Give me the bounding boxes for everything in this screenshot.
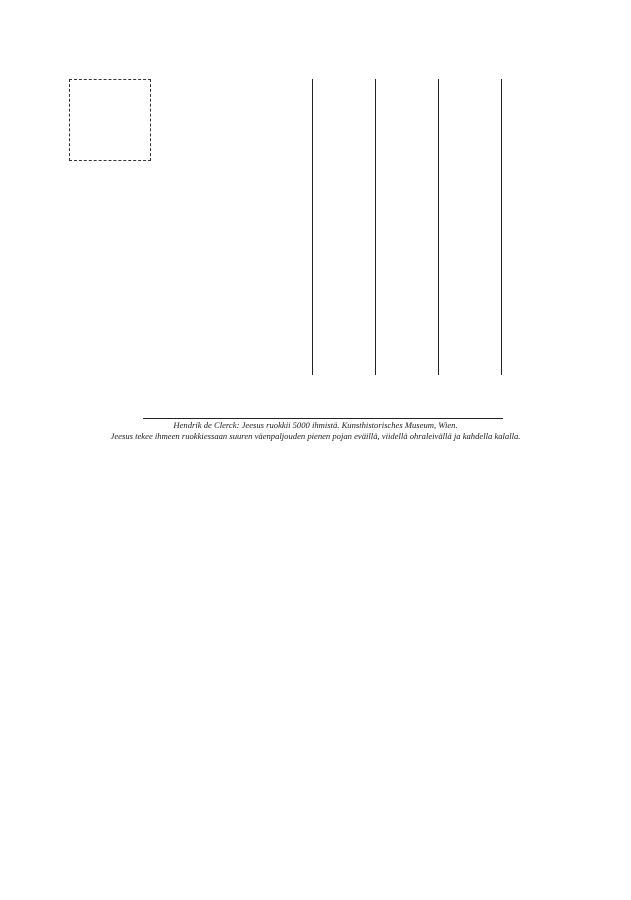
caption-divider — [143, 418, 503, 419]
caption-description: Jeesus tekee ihmeen ruokkiessaan suuren väenpaljouden pienen pojan eväillä, viidellä ohraleivällä ja kahdella kalalla. — [110, 431, 521, 441]
address-line — [501, 79, 502, 375]
address-line — [312, 79, 313, 375]
address-line — [375, 79, 376, 375]
address-line — [438, 79, 439, 375]
caption-title: Hendrik de Clerck: Jeesus ruokkii 5000 ihmistä. Kunsthistorisches Museum, Wien. — [173, 420, 458, 430]
stamp-placeholder — [69, 79, 151, 161]
